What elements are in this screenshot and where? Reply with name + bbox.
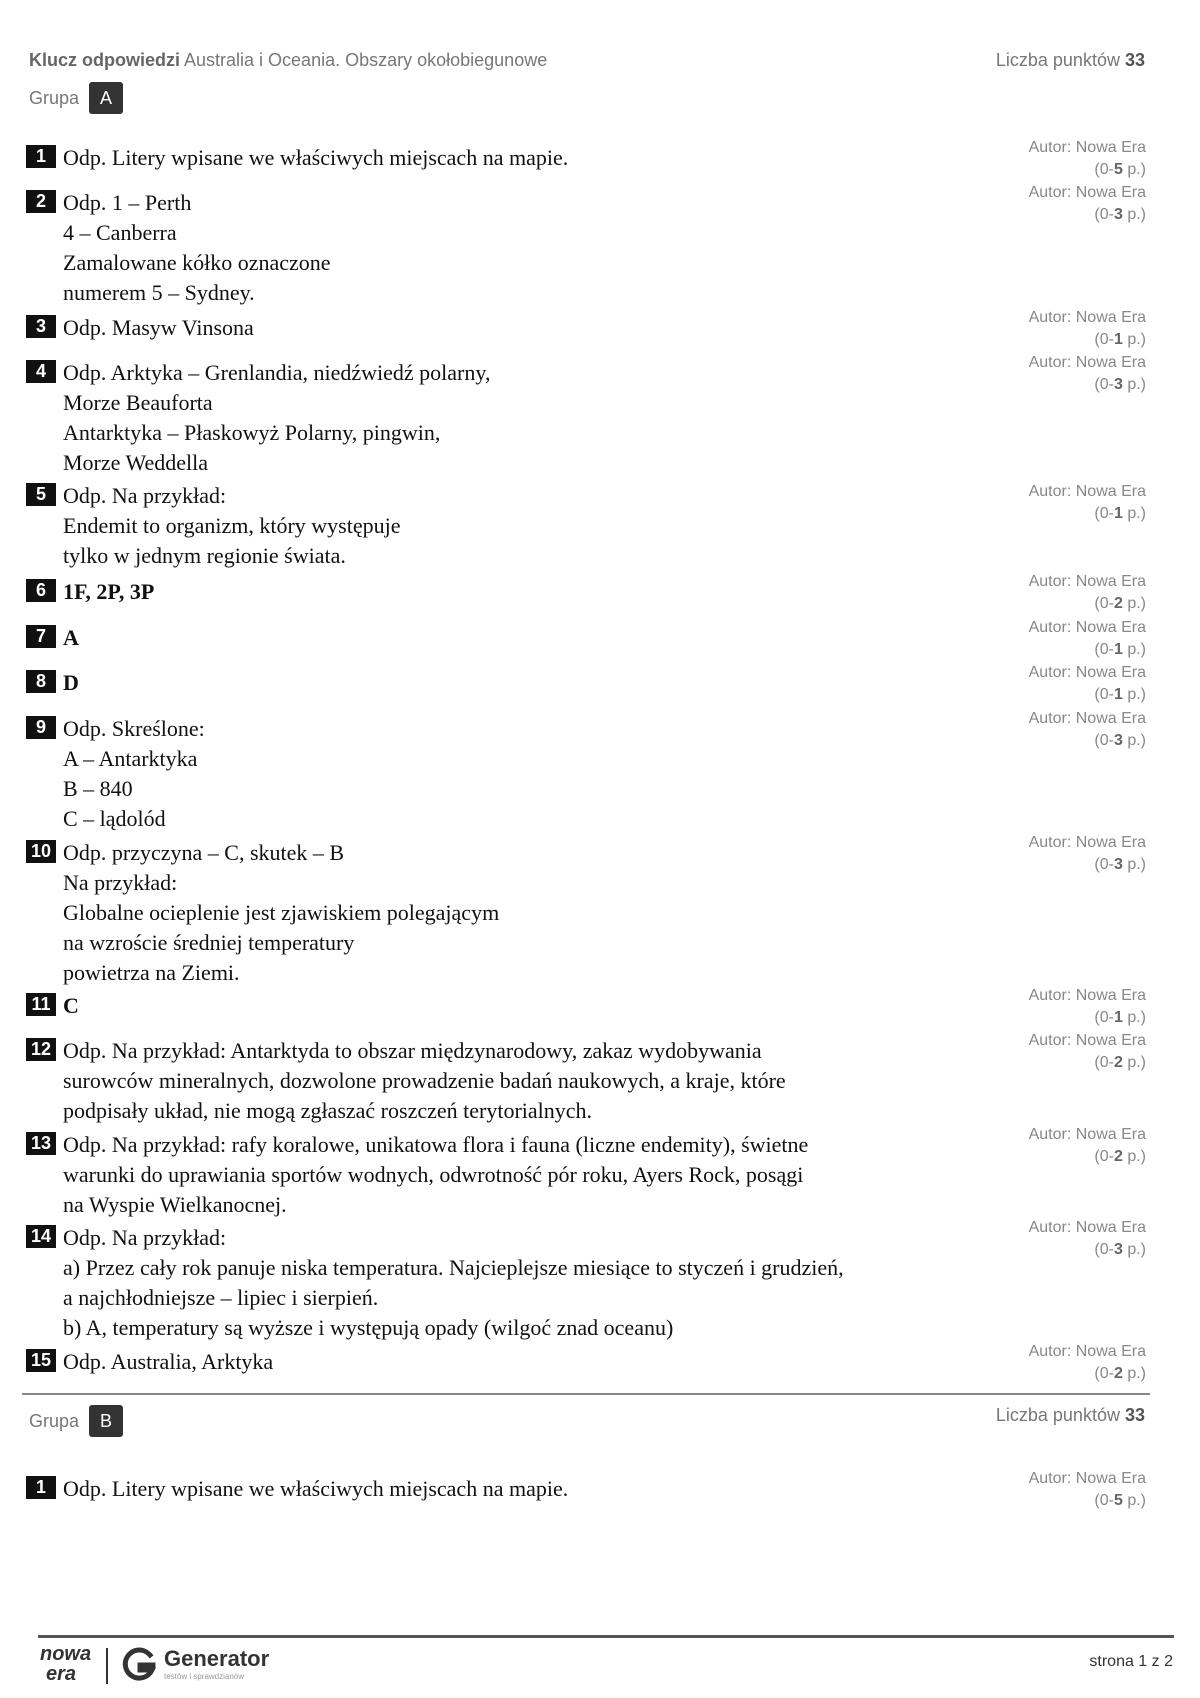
total-points-value: 33 [1124,50,1145,70]
question-meta [1029,1030,1146,1074]
question-points: (0-3 p.) [1094,1241,1146,1258]
question-number: 1 [26,1476,56,1499]
question-points: (0-1 p.) [1094,331,1146,348]
question-meta [1029,1217,1146,1261]
question-meta [1029,832,1146,876]
question-points: (0-2 p.) [1094,1054,1146,1071]
question-answer: Odp. Na przykład: Antarktyda to obszar międzynarodowy, zakaz wydobywania surowców mineralnych, dozwolone prowadzenie badań naukowych, a kraje, które podpisały układ, nie mogą zgłaszać roszczeń terytorialnych. [63,1038,786,1123]
group-a-label: Grupa [29,87,80,108]
question-answer: C [63,993,79,1018]
question-author: Autor: Nowa Era [1028,573,1146,590]
total-points-label: Liczba punktów [995,50,1120,70]
question-points: (0-2 p.) [1094,595,1146,612]
question-meta [1029,662,1146,706]
question-author: Autor: Nowa Era [1028,139,1146,156]
question-meta [1029,1468,1146,1512]
question-meta [1029,617,1146,661]
question-author: Autor: Nowa Era [1028,1219,1146,1236]
document-title-subject: Australia i Oceania. Obszary okołobiegunowe [184,50,548,70]
question-author: Autor: Nowa Era [1028,1032,1146,1049]
question-number: 11 [26,993,56,1016]
question-number: 2 [26,190,56,213]
group-a-badge: A [89,82,123,114]
question-number: 10 [26,840,56,863]
question-answer: 1F, 2P, 3P [63,579,155,604]
question-meta [1029,571,1146,615]
question-points: (0-1 p.) [1094,1009,1146,1026]
question-answer: Odp. przyczyna – C, skutek – B Na przykład: Globalne ocieplenie jest zjawiskiem polegającym na wzroście średniej temperatury powietrza na Ziemi. [63,840,500,985]
question-author: Autor: Nowa Era [1028,483,1146,500]
question-meta [1029,182,1146,226]
question-meta [1029,985,1146,1029]
question-points: (0-1 p.) [1094,641,1146,658]
question-answer: Odp. Australia, Arktyka [63,1349,274,1374]
group-b-label: Grupa [29,1410,80,1431]
question-number: 15 [26,1349,56,1372]
question-points: (0-5 p.) [1094,161,1146,178]
question-meta [1029,708,1146,752]
question-number: 4 [26,360,56,383]
question-answer: D [63,670,79,695]
question-author: Autor: Nowa Era [1028,184,1146,201]
question-meta [1029,1124,1146,1168]
question-answer: Odp. 1 – Perth 4 – Canberra Zamalowane kółko oznaczone numerem 5 – Sydney. [63,190,331,305]
total-points [996,50,1145,71]
group-a-header [29,82,123,114]
question-points: (0-5 p.) [1094,1492,1146,1509]
generator-logo-subtitle: testów i sprawdzianów [164,1672,245,1681]
question-answer: Odp. Skreślone: A – Antarktyka B – 840 C – lądolód [63,716,205,831]
question-points: (0-1 p.) [1094,686,1146,703]
question-answer: Odp. Na przykład: a) Przez cały rok panuje niska temperatura. Najcieplejsze miesiące to styczeń i grudzień, a najchłodniejsze – lipiec i sierpień. b) A, temperatury są wyższe i występują opady (wilgoć znad oceanu) [63,1225,844,1340]
question-number: 13 [26,1132,56,1155]
question-author: Autor: Nowa Era [1028,309,1146,326]
question-points: (0-3 p.) [1094,206,1146,223]
question-answer: Odp. Arktyka – Grenlandia, niedźwiedź polarny, Morze Beauforta Antarktyka – Płaskowyż Polarny, pingwin, Morze Weddella [63,360,491,475]
question-points: (0-2 p.) [1094,1148,1146,1165]
question-number: 3 [26,315,56,338]
group-b-points-value: 33 [1124,1405,1145,1425]
document-title-bold: Klucz odpowiedzi [29,50,180,70]
question-points: (0-2 p.) [1094,1365,1146,1382]
question-author: Autor: Nowa Era [1028,1470,1146,1487]
nowa-era-logo-bottom: era [46,1663,77,1685]
question-author: Autor: Nowa Era [1028,834,1146,851]
question-meta [1029,1341,1146,1385]
question-author: Autor: Nowa Era [1028,710,1146,727]
question-author: Autor: Nowa Era [1028,619,1146,636]
question-number: 12 [26,1038,56,1061]
question-number: 1 [26,145,56,168]
question-author: Autor: Nowa Era [1028,664,1146,681]
question-author: Autor: Nowa Era [1028,1343,1146,1360]
group-divider [22,1393,1150,1395]
question-number: 9 [26,716,56,739]
question-answer: Odp. Litery wpisane we właściwych miejscach na mapie. [63,145,569,170]
question-answer: Odp. Na przykład: rafy koralowe, unikatowa flora i fauna (liczne endemity), świetne warunki do uprawiania sportów wodnych, odwrotność pór roku, Ayers Rock, posągi na Wyspie Wielkanocnej. [63,1132,809,1217]
generator-g-icon [120,1646,158,1684]
footer-divider [38,1635,1174,1638]
question-author: Autor: Nowa Era [1028,1126,1146,1143]
question-meta [1029,307,1146,351]
question-answer: Odp. Litery wpisane we właściwych miejscach na mapie. [63,1476,569,1501]
page-number: strona 1 z 2 [1089,1653,1173,1670]
question-meta [1029,137,1146,181]
group-b-points [996,1405,1145,1426]
question-points: (0-3 p.) [1094,376,1146,393]
nowa-era-logo [40,1644,102,1690]
question-answer: A [63,625,79,650]
question-number: 7 [26,625,56,648]
group-b-points-label: Liczba punktów [995,1405,1120,1425]
question-author: Autor: Nowa Era [1028,354,1146,371]
nowa-era-logo-top: nowa [40,1643,92,1665]
question-number: 6 [26,579,56,602]
question-meta [1029,481,1146,525]
group-b-badge: B [89,1405,123,1437]
question-author: Autor: Nowa Era [1028,987,1146,1004]
logo-separator [106,1648,108,1684]
question-meta [1029,352,1146,396]
generator-logo-text: Generator [164,1646,270,1671]
question-points: (0-1 p.) [1094,505,1146,522]
question-number: 14 [26,1225,56,1248]
document-title [29,50,547,71]
question-answer: Odp. Na przykład: Endemit to organizm, który występuje tylko w jednym regionie świata. [63,483,401,568]
question-number: 8 [26,670,56,693]
question-number: 5 [26,483,56,506]
question-answer: Odp. Masyw Vinsona [63,315,254,340]
generator-logo [120,1646,269,1684]
group-b-header [29,1405,123,1437]
question-points: (0-3 p.) [1094,856,1146,873]
question-points: (0-3 p.) [1094,732,1146,749]
